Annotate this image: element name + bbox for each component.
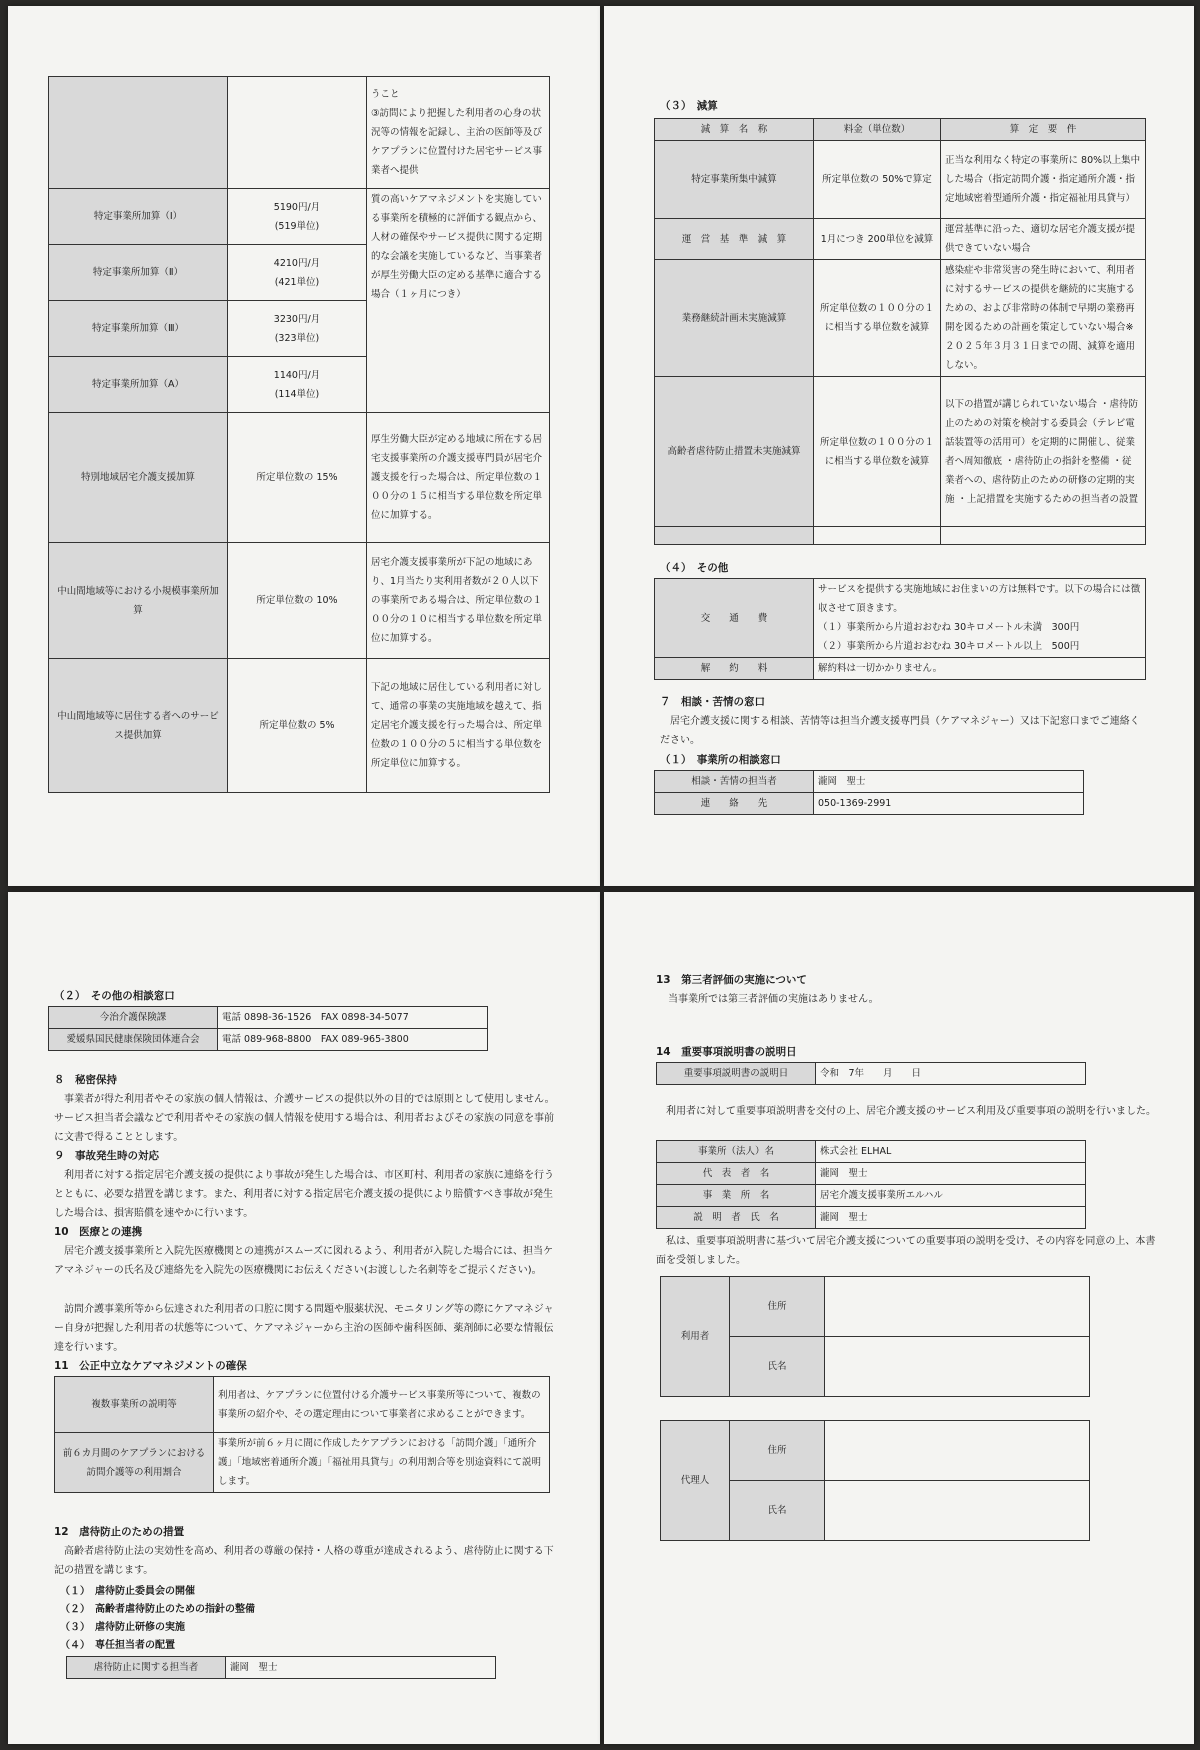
kasan-fee: 所定単位数の 10%: [228, 543, 367, 659]
gensan-fee: 所定単位数の１００分の１に相当する単位数を減算: [814, 260, 941, 377]
sec12-title: 12 虐待防止のための措置: [54, 1526, 185, 1538]
sec12-item: （３） 虐待防止研修の実施: [60, 1622, 185, 1633]
sec11-value: 事業所が前６ヶ月に間に作成したケアプランにおける「訪問介護」「通所介護」「地域密着通所介護」「福祉用具貸与」の利用割合等を別途資料にて説明します。: [214, 1433, 550, 1493]
kotsu-text: サービスを提供する実施地域にお住まいの方は無料です。以下の場合には徴収させて頂きます。 （１）事業所から片道おおむね 30キロメートル未満 300円 （２）事業所から片道おおむね 30キロメートル以上 500円: [814, 579, 1146, 658]
sec7-text: 居宅介護支援に関する相談、苦情等は担当介護支援専門員（ケアマネジャー）又は下記窓口までご連絡ください。: [660, 716, 1140, 746]
page-4: [604, 892, 1194, 1744]
empty-cell: [941, 527, 1146, 545]
kasan-requirement: 下記の地域に居住している利用者に対して、通常の事業の実施地域を越えて、指定居宅介護支援を行った場合は、所定単位数の１００分の５に相当する単位数を所定単位に加算する。: [367, 659, 550, 793]
name-label: 氏名: [730, 1481, 825, 1541]
kasan-fee: 5190円/月 (519単位): [228, 189, 367, 245]
kasan-fee: 4210円/月 (421単位): [228, 245, 367, 301]
sec13-text: 当事業所では第三者評価の実施はありません。: [668, 994, 879, 1005]
sec8-text: 事業者が得た利用者やその家族の個人情報は、介護サービスの提供以外の目的では原則として使用しません。サービス担当者会議などで利用者やその家族の個人情報を使用する場合は、利用者およびその家族の同意を事前に文書で得ることとします。: [54, 1094, 555, 1143]
company-label: 説 明 者 氏 名: [657, 1207, 816, 1229]
user-name-field[interactable]: [825, 1337, 1090, 1397]
user-sign-table: [660, 1276, 1090, 1397]
other-title: （４） その他: [660, 562, 729, 574]
user-label: 利用者: [661, 1277, 730, 1397]
sec11-label: 複数事業所の説明等: [55, 1377, 214, 1433]
sec10-text-1: 居宅介護支援事業所と入院先医療機関との連携がスムーズに図れるよう、利用者が入院した場合には、担当ケアマネジャーの氏名及び連絡先を入院先の医療機関にお伝えください(お渡しした名刺等をご提示ください)。: [54, 1246, 553, 1276]
gensan-title: （３） 減算: [660, 100, 718, 112]
user-address-field[interactable]: [825, 1277, 1090, 1337]
gensan-requirement: 正当な利用なく特定の事業所に 80%以上集中した場合（指定訪問介護・指定通所介護・指定地域密着型通所介護・指定福祉用具貸与）: [941, 141, 1146, 219]
name-label: 氏名: [730, 1337, 825, 1397]
page-1: [8, 6, 600, 886]
gensan-name: 高齢者虐待防止措置未実施減算: [655, 377, 814, 527]
sec11-value: 利用者は、ケアプランに位置付ける介護サービス事業所等について、複数の事業所の紹介や、その選定理由について事業者に求めることができます。: [214, 1377, 550, 1433]
kasan-name: 特定事業所加算（Ⅱ）: [49, 245, 228, 301]
sec12-item: （４） 専任担当者の配置: [60, 1640, 175, 1651]
sec12-item: （１） 虐待防止委員会の開催: [60, 1586, 195, 1597]
gensan-table: [654, 118, 1146, 545]
sec12-label: 虐待防止に関する担当者: [67, 1657, 226, 1679]
sec12-value: 瀧岡 聖士: [226, 1657, 496, 1679]
header-fee: 料金（単位数）: [814, 119, 941, 141]
gensan-requirement: 感染症や非常災害の発生時において、利用者に対するサービスの提供を継続的に実施するための、および非常時の体制で早期の業務再開を図るための計画を策定していない場合※２０２５年３月３１日までの間、減算を適用しない。: [941, 260, 1146, 377]
consult-value: 電話 0898-36-1526 FAX 0898-34-5077: [218, 1007, 488, 1029]
sec14-title: 14 重要事項説明書の説明日: [656, 1046, 797, 1058]
contact-value: 瀧岡 聖士: [814, 771, 1084, 793]
sec12-item: （２） 高齢者虐待防止のための指針の整備: [60, 1604, 255, 1615]
kasan-fee: 3230円/月 (323単位): [228, 301, 367, 357]
kotsu-label: 交 通 費: [655, 579, 814, 658]
tokutei-requirement: 質の高いケアマネジメントを実施している事業所を積極的に評価する観点から、人材の確保やサービス提供に関する定期的な会議を実施しているなど、当事業者が厚生労働大臣の定める基準に適合する場合（１ヶ月につき）: [367, 189, 550, 413]
consent-text: 私は、重要事項説明書に基づいて居宅介護支援についての重要事項の説明を受け、その内容を同意の上、本書面を受領しました。: [656, 1236, 1156, 1266]
kasan-requirement: 居宅介護支援事業所が下記の地域にあり、1月当たり実利用者数が２０人以下の事業所である場合は、所定単位数の１００分の１０に相当する単位数を所定単位に加算する。: [367, 543, 550, 659]
empty-cell: [655, 527, 814, 545]
company-value: 株式会社 ELHAL: [816, 1141, 1086, 1163]
header-requirement: 算 定 要 件: [941, 119, 1146, 141]
gensan-requirement: 以下の措置が講じられていない場合 ・虐待防止のための対策を検討する委員会（テレビ電話装置等の活用可）を定期的に開催し、従業者へ周知徹底 ・虐待防止の指針を整備 ・従業者への、虐待防止のための研修の定期的実施 ・上記措置を実施するための担当者の設置: [941, 377, 1146, 527]
kasan-name: 中山間地域等に居住する者へのサービス提供加算: [49, 659, 228, 793]
kasan-name: 特定事業所加算（Ⅲ）: [49, 301, 228, 357]
kasan-fee: 所定単位数の 5%: [228, 659, 367, 793]
sec7-sub: （１） 事業所の相談窓口: [660, 754, 781, 766]
empty-cell: [228, 77, 367, 189]
contact-table: [654, 770, 1084, 815]
kasan-fee: 所定単位数の 15%: [228, 413, 367, 543]
kasan-name: 中山間地域等における小規模事業所加算: [49, 543, 228, 659]
kasan-name: 特定事業所加算（A）: [49, 357, 228, 413]
sec7-title: ７ 相談・苦情の窓口: [660, 696, 765, 708]
kaiyaku-label: 解 約 料: [655, 658, 814, 680]
kasan-name: 特別地域居宅介護支援加算: [49, 413, 228, 543]
date-table: [656, 1062, 1086, 1085]
sec10-text-2: 訪問介護事業所等から伝達された利用者の口腔に関する問題や服薬状況、モニタリング等の際にケアマネジャー自身が把握した利用者の状態等について、ケアマネジャーから主治の医師や歯科医師、薬剤師に必要な情報伝達を行います。: [54, 1304, 554, 1353]
date-label: 重要事項説明書の説明日: [657, 1063, 816, 1085]
sec9-text: 利用者に対する指定居宅介護支援の提供により事故が発生した場合は、市区町村、利用者の家族に連絡を行うとともに、必要な措置を講じます。また、利用者に対する指定居宅介護支援の提供により賠償すべき事故が発生した場合は、損害賠償を速やかに行います。: [54, 1170, 554, 1219]
sec11-title: 11 公正中立なケアマネジメントの確保: [54, 1360, 247, 1372]
gensan-name: 業務継続計画未実施減算: [655, 260, 814, 377]
gensan-fee: 1月につき 200単位を減算: [814, 219, 941, 260]
empty-cell: [814, 527, 941, 545]
kaiyaku-text: 解約料は一切かかりません。: [814, 658, 1146, 680]
kasan-fee: 1140円/月 (114単位): [228, 357, 367, 413]
company-label: 事業所（法人）名: [657, 1141, 816, 1163]
agent-sign-table: [660, 1420, 1090, 1541]
company-label: 代 表 者 名: [657, 1163, 816, 1185]
date-value: 令和 7年 月 日: [816, 1063, 1086, 1085]
sec13-title: 13 第三者評価の実施について: [656, 974, 807, 986]
top-requirement: うこと ③訪問により把握した利用者の心身の状況等の情報を記録し、主治の医師等及びケアプランに位置付けた居宅サービス事業者へ提供: [367, 77, 550, 189]
sec10-title: 10 医療との連携: [54, 1226, 143, 1238]
empty-cell: [49, 77, 228, 189]
page-2: [604, 6, 1194, 886]
contact-label: 連 絡 先: [655, 793, 814, 815]
page-3: [8, 892, 600, 1744]
explain-text: 利用者に対して重要事項説明書を交付の上、居宅介護支援のサービス利用及び重要事項の説明を行いました。: [666, 1106, 1156, 1117]
consult-label: 今治介護保険課: [49, 1007, 218, 1029]
other-consult-title: （２） その他の相談窓口: [54, 990, 175, 1002]
company-table: [656, 1140, 1086, 1229]
gensan-requirement: 運営基準に沿った、適切な居宅介護支援が提供できていない場合: [941, 219, 1146, 260]
agent-name-field[interactable]: [825, 1481, 1090, 1541]
sec9-title: ９ 事故発生時の対応: [54, 1150, 159, 1162]
header-name: 減 算 名 称: [655, 119, 814, 141]
agent-address-field[interactable]: [825, 1421, 1090, 1481]
gensan-fee: 所定単位数の１００分の１に相当する単位数を減算: [814, 377, 941, 527]
consult-label: 愛媛県国民健康保険団体連合会: [49, 1029, 218, 1051]
address-label: 住所: [730, 1277, 825, 1337]
sec12-table: [66, 1656, 496, 1679]
sec8-title: ８ 秘密保持: [54, 1074, 117, 1086]
company-value: 瀧岡 聖士: [816, 1163, 1086, 1185]
gensan-name: 特定事業所集中減算: [655, 141, 814, 219]
company-label: 事 業 所 名: [657, 1185, 816, 1207]
consult-value: 電話 089-968-8800 FAX 089-965-3800: [218, 1029, 488, 1051]
other-fees-table: [654, 578, 1146, 680]
company-value: 瀧岡 聖士: [816, 1207, 1086, 1229]
other-consult-table: [48, 1006, 488, 1051]
contact-value: 050-1369-2991: [814, 793, 1084, 815]
kasan-requirement: 厚生労働大臣が定める地域に所在する居宅支援事業所の介護支援専門員が居宅介護支援を行った場合は、所定単位数の１００分の１５に相当する単位数を所定単位に加算する。: [367, 413, 550, 543]
gensan-fee: 所定単位数の 50%で算定: [814, 141, 941, 219]
address-label: 住所: [730, 1421, 825, 1481]
sec11-table: [54, 1376, 550, 1493]
kasan-name: 特定事業所加算（Ⅰ）: [49, 189, 228, 245]
contact-label: 相談・苦情の担当者: [655, 771, 814, 793]
company-value: 居宅介護支援事業所エルハル: [816, 1185, 1086, 1207]
sec12-text: 高齢者虐待防止法の実効性を高め、利用者の尊厳の保持・人格の尊重が達成されるよう、虐待防止に関する下記の措置を講じます。: [54, 1546, 554, 1576]
sec11-label: 前６カ月間のケアプランにおける訪問介護等の利用割合: [55, 1433, 214, 1493]
kasan-table: [48, 76, 550, 793]
gensan-name: 運 営 基 準 減 算: [655, 219, 814, 260]
agent-label: 代理人: [661, 1421, 730, 1541]
